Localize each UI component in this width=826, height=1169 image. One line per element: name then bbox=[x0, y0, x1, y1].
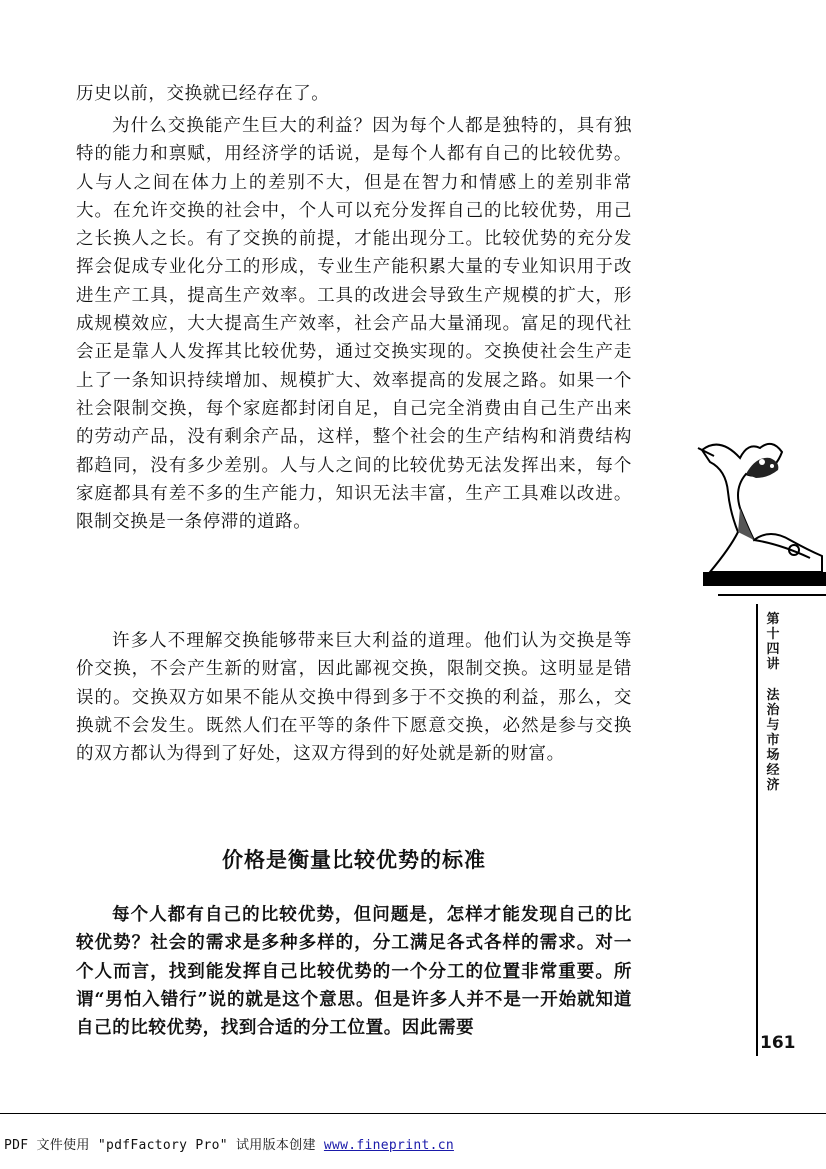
decorative-thin-rule bbox=[718, 594, 826, 596]
chapter-char: 十 bbox=[766, 627, 780, 642]
chapter-char: 讲 bbox=[766, 657, 780, 672]
pdf-footer bbox=[4, 1134, 454, 1153]
title-char: 场 bbox=[766, 748, 780, 763]
title-gap bbox=[762, 672, 784, 688]
title-char: 与 bbox=[766, 718, 780, 733]
page-number: 161 bbox=[760, 1033, 796, 1053]
paragraph-exchange-benefit bbox=[76, 112, 632, 536]
body-paragraph-1: 历史以前，交换就已经存在了。 bbox=[76, 84, 330, 104]
title-char: 济 bbox=[766, 778, 780, 793]
footer-rule bbox=[0, 1113, 826, 1114]
decorative-ornament-icon bbox=[690, 428, 826, 588]
chapter-char: 四 bbox=[766, 642, 780, 657]
title-char: 法 bbox=[766, 688, 780, 703]
section-heading: 价格是衡量比较优势的标准 bbox=[222, 848, 486, 872]
decorative-thick-rule bbox=[703, 572, 826, 586]
footer-text: PDF 文件使用 "pdfFactory Pro" 试用版本创建 bbox=[4, 1138, 324, 1153]
body-paragraph-3: 许多人不理解交换能够带来巨大利益的道理。他们认为交换是等价交换，不会产生新的财富，因此鄙视交换，限制交换。这明显是错误的。交换双方如果不能从交换中得到多于不交换的利益，那么，交换就不会发生。既然人们在平等的条件下愿意交换，必然是参与交换的双方都认为得到了好处，这双方得到的好处就是新的财富。 bbox=[76, 631, 632, 765]
chapter-vertical-title bbox=[762, 612, 784, 793]
title-char: 经 bbox=[766, 763, 780, 778]
paragraph-misunderstanding bbox=[76, 627, 632, 768]
paragraph-continued bbox=[76, 80, 632, 108]
body-paragraph-2: 为什么交换能产生巨大的利益？因为每个人都是独特的，具有独特的能力和禀赋，用经济学的话说，是每个人都有自己的比较优势。人与人之间在体力上的差别不大，但是在智力和情感上的差别非常大。在允许交换的社会中，个人可以充分发挥自己的比较优势，用己之长换人之长。有了交换的前提，才能出现分工。比较优势的充分发挥会促成专业化分工的形成，专业生产能积累大量的专业知识用于改进生产工具，提高生产效率。工具的改进会导致生产规模的扩大，形成规模效应，大大提高生产效率，社会产品大量涌现。富足的现代社会正是靠人人发挥其比较优势，通过交换实现的。交换使社会生产走上了一条知识持续增加、规模扩大、效率提高的发展之路。如果一个社会限制交换，每个家庭都封闭自足，自己完全消费由自己生产出来的劳动产品，没有剩余产品，这样，整个社会的生产结构和消费结构都趋同，没有多少差别。人与人之间的比较优势无法发挥出来，每个家庭都具有差不多的生产能力，知识无法丰富，生产工具难以改进。限制交换是一条停滞的道路。 bbox=[76, 116, 632, 533]
title-char: 市 bbox=[766, 733, 780, 748]
section-paragraph: 每个人都有自己的比较优势，但问题是，怎样才能发现自己的比较优势？社会的需求是多种多样的，分工满足各式各样的需求。对一个人而言，找到能发挥自己比较优势的一个分工的位置非常重要。所谓“男怕入错行”说的就是这个意思。但是许多人并不是一开始就知道自己的比较优势，找到合适的分工位置。因此需要 bbox=[76, 905, 632, 1039]
chapter-char: 第 bbox=[766, 612, 780, 627]
paragraph-section bbox=[76, 901, 632, 1042]
title-char: 治 bbox=[766, 703, 780, 718]
footer-link[interactable]: www.fineprint.cn bbox=[323, 1138, 454, 1153]
sidebar-vertical-rule bbox=[756, 604, 758, 1056]
